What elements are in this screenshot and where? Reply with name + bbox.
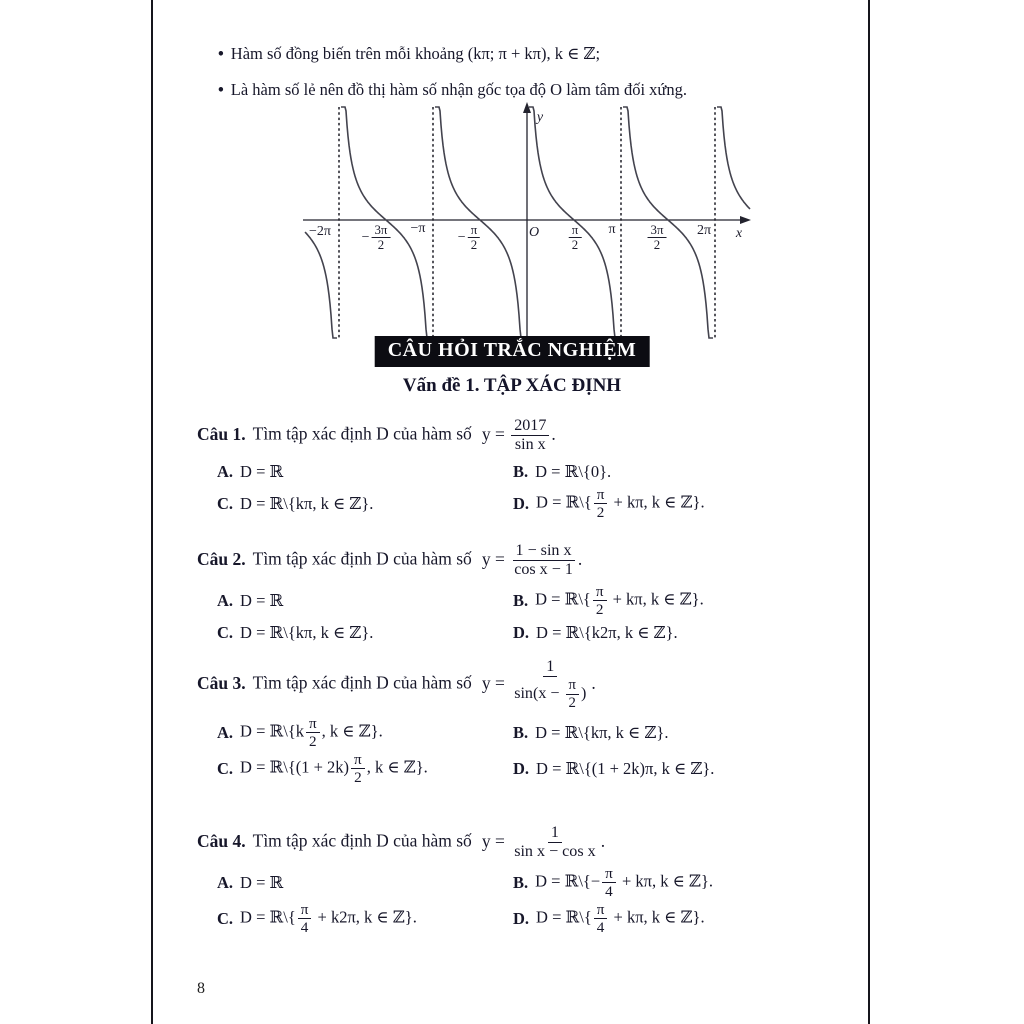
bullet-2-text: Là hàm số lẻ nên đồ thị hàm số nhận gốc tọa độ O làm tâm đối xứng. [230,80,687,99]
cot-curve-branch [305,232,337,338]
question-1-stem [197,417,767,454]
question-1 [197,417,767,521]
question-formula: y = $\frac{\text{1 − sin x}}{\text{cos x − 1}}$ . [481,542,583,579]
option-formula: D = ℝ\{(1 + 2k)π, k ∈ ℤ}. [536,758,715,778]
option-B [513,583,767,618]
option-D [513,619,767,646]
x-tick-neg-pi-2: − $\frac{\pi}{2}$ [458,223,482,253]
x-tick-pi: π [608,222,616,237]
option-formula: D = ℝ\{ $\frac{\pi}{2}$ + kπ, k ∈ ℤ}. [536,486,705,522]
bullet-icon: • [218,44,224,63]
option-letter: C. [217,622,234,642]
option-B [513,865,767,900]
question-formula: y = $\frac{1}{\text{sin x − cos x}}$ . [481,824,606,861]
question-4 [197,824,767,936]
question-4-stem [197,824,767,861]
property-bullet-1 [218,44,600,64]
x-tick-neg-3pi-2: − $\frac{3\pi}{2}$ [362,223,393,253]
option-letter: B. [513,722,529,742]
question-3-stem [197,658,767,711]
option-formula: D = ℝ\{(1 + 2k) $\frac{\pi}{2}$ , k ∈ ℤ}. [240,751,428,787]
page-right-edge-line [868,0,870,1024]
option-letter: B. [513,872,529,892]
question-3 [197,658,767,786]
option-formula: D = ℝ\{ $\frac{\pi}{2}$ + kπ, k ∈ ℤ}. [535,583,704,619]
question-stem-text: Tìm tập xác định D của hàm số [252,548,472,569]
option-letter: B. [513,461,529,481]
option-D [513,751,767,786]
option-formula: D = ℝ\{ $\frac{\pi}{4}$ + k2π, k ∈ ℤ}. [240,901,417,937]
question-label: Câu 2. [197,548,246,569]
option-letter: C. [217,908,234,928]
option-D [513,486,767,521]
x-axis-label: x [735,226,743,241]
question-2-stem [197,542,767,579]
option-B [513,715,767,750]
x-tick-3pi-2: $\frac{3\pi}{2}$ [646,223,669,253]
question-stem-text: Tìm tập xác định D của hàm số [252,830,472,851]
option-letter: C. [217,493,234,513]
option-formula: D = ℝ [240,590,284,610]
question-2-options [197,583,767,646]
option-letter: A. [217,590,234,610]
y-axis-label: y [536,110,544,125]
page-left-edge-line [151,0,153,1024]
bullet-icon: • [218,80,224,99]
question-formula: y = 1 sin(x − $\frac{\pi}{2}$ ) . [481,658,596,711]
x-tick-pi-2: $\frac{\pi}{2}$ [567,223,584,253]
option-C [217,619,513,646]
origin-label: O [528,225,540,240]
option-letter: A. [217,461,234,481]
option-letter: B. [513,590,529,610]
option-formula: D = ℝ\{kπ, k ∈ ℤ}. [240,493,374,513]
option-formula: D = ℝ\{k $\frac{\pi}{2}$ , k ∈ ℤ}. [240,715,383,751]
option-formula: D = ℝ\{0}. [535,461,612,481]
option-letter: D. [513,908,530,928]
option-C [217,486,513,521]
option-formula: D = ℝ [240,872,284,892]
x-tick-2pi: 2π [696,223,712,238]
question-label: Câu 3. [197,672,246,693]
bullet-1-text: Hàm số đồng biến trên mỗi khoảng (kπ; π + kπ), k ∈ ℤ; [230,44,601,63]
option-letter: A. [217,872,234,892]
option-formula: D = ℝ [240,461,284,481]
option-A [217,865,513,900]
option-C [217,901,513,936]
option-A [217,583,513,618]
option-A [217,715,513,750]
section-title: Vấn đề 1. TẬP XÁC ĐỊNH [402,375,622,396]
question-stem-text: Tìm tập xác định D của hàm số [252,672,472,693]
option-letter: D. [513,493,530,513]
cotangent-graph [300,100,760,348]
page-number: 8 [197,980,205,997]
question-formula: y = $\frac{2017}{\text{sin x}}$ . [481,417,556,454]
question-label: Câu 4. [197,830,246,851]
option-D [513,901,767,936]
option-formula: D = ℝ\{k2π, k ∈ ℤ}. [536,622,678,642]
option-letter: A. [217,722,234,742]
question-1-options [197,458,767,521]
option-letter: C. [217,758,234,778]
x-tick-neg-2pi: −2π [309,224,331,239]
option-formula: D = ℝ\{− $\frac{\pi}{4}$ + kπ, k ∈ ℤ}. [535,865,714,901]
question-stem-text: Tìm tập xác định D của hàm số [252,423,472,444]
option-formula: D = ℝ\{ $\frac{\pi}{4}$ + kπ, k ∈ ℤ}. [536,901,705,937]
option-B [513,458,767,485]
property-bullet-2 [218,80,687,100]
question-3-options [197,715,767,786]
question-4-options [197,865,767,936]
option-formula: D = ℝ\{kπ, k ∈ ℤ}. [240,622,374,642]
option-letter: D. [513,622,530,642]
option-A [217,458,513,485]
x-axis-arrow-icon [740,216,751,224]
cot-curve-branch [717,107,750,209]
question-2 [197,542,767,646]
quiz-banner: CÂU HỎI TRẮC NGHIỆM [375,336,650,367]
question-label: Câu 1. [197,423,246,444]
option-formula: D = ℝ\{kπ, k ∈ ℤ}. [535,722,669,742]
option-letter: D. [513,758,530,778]
x-tick-neg-pi: −π [410,221,426,236]
option-C [217,751,513,786]
